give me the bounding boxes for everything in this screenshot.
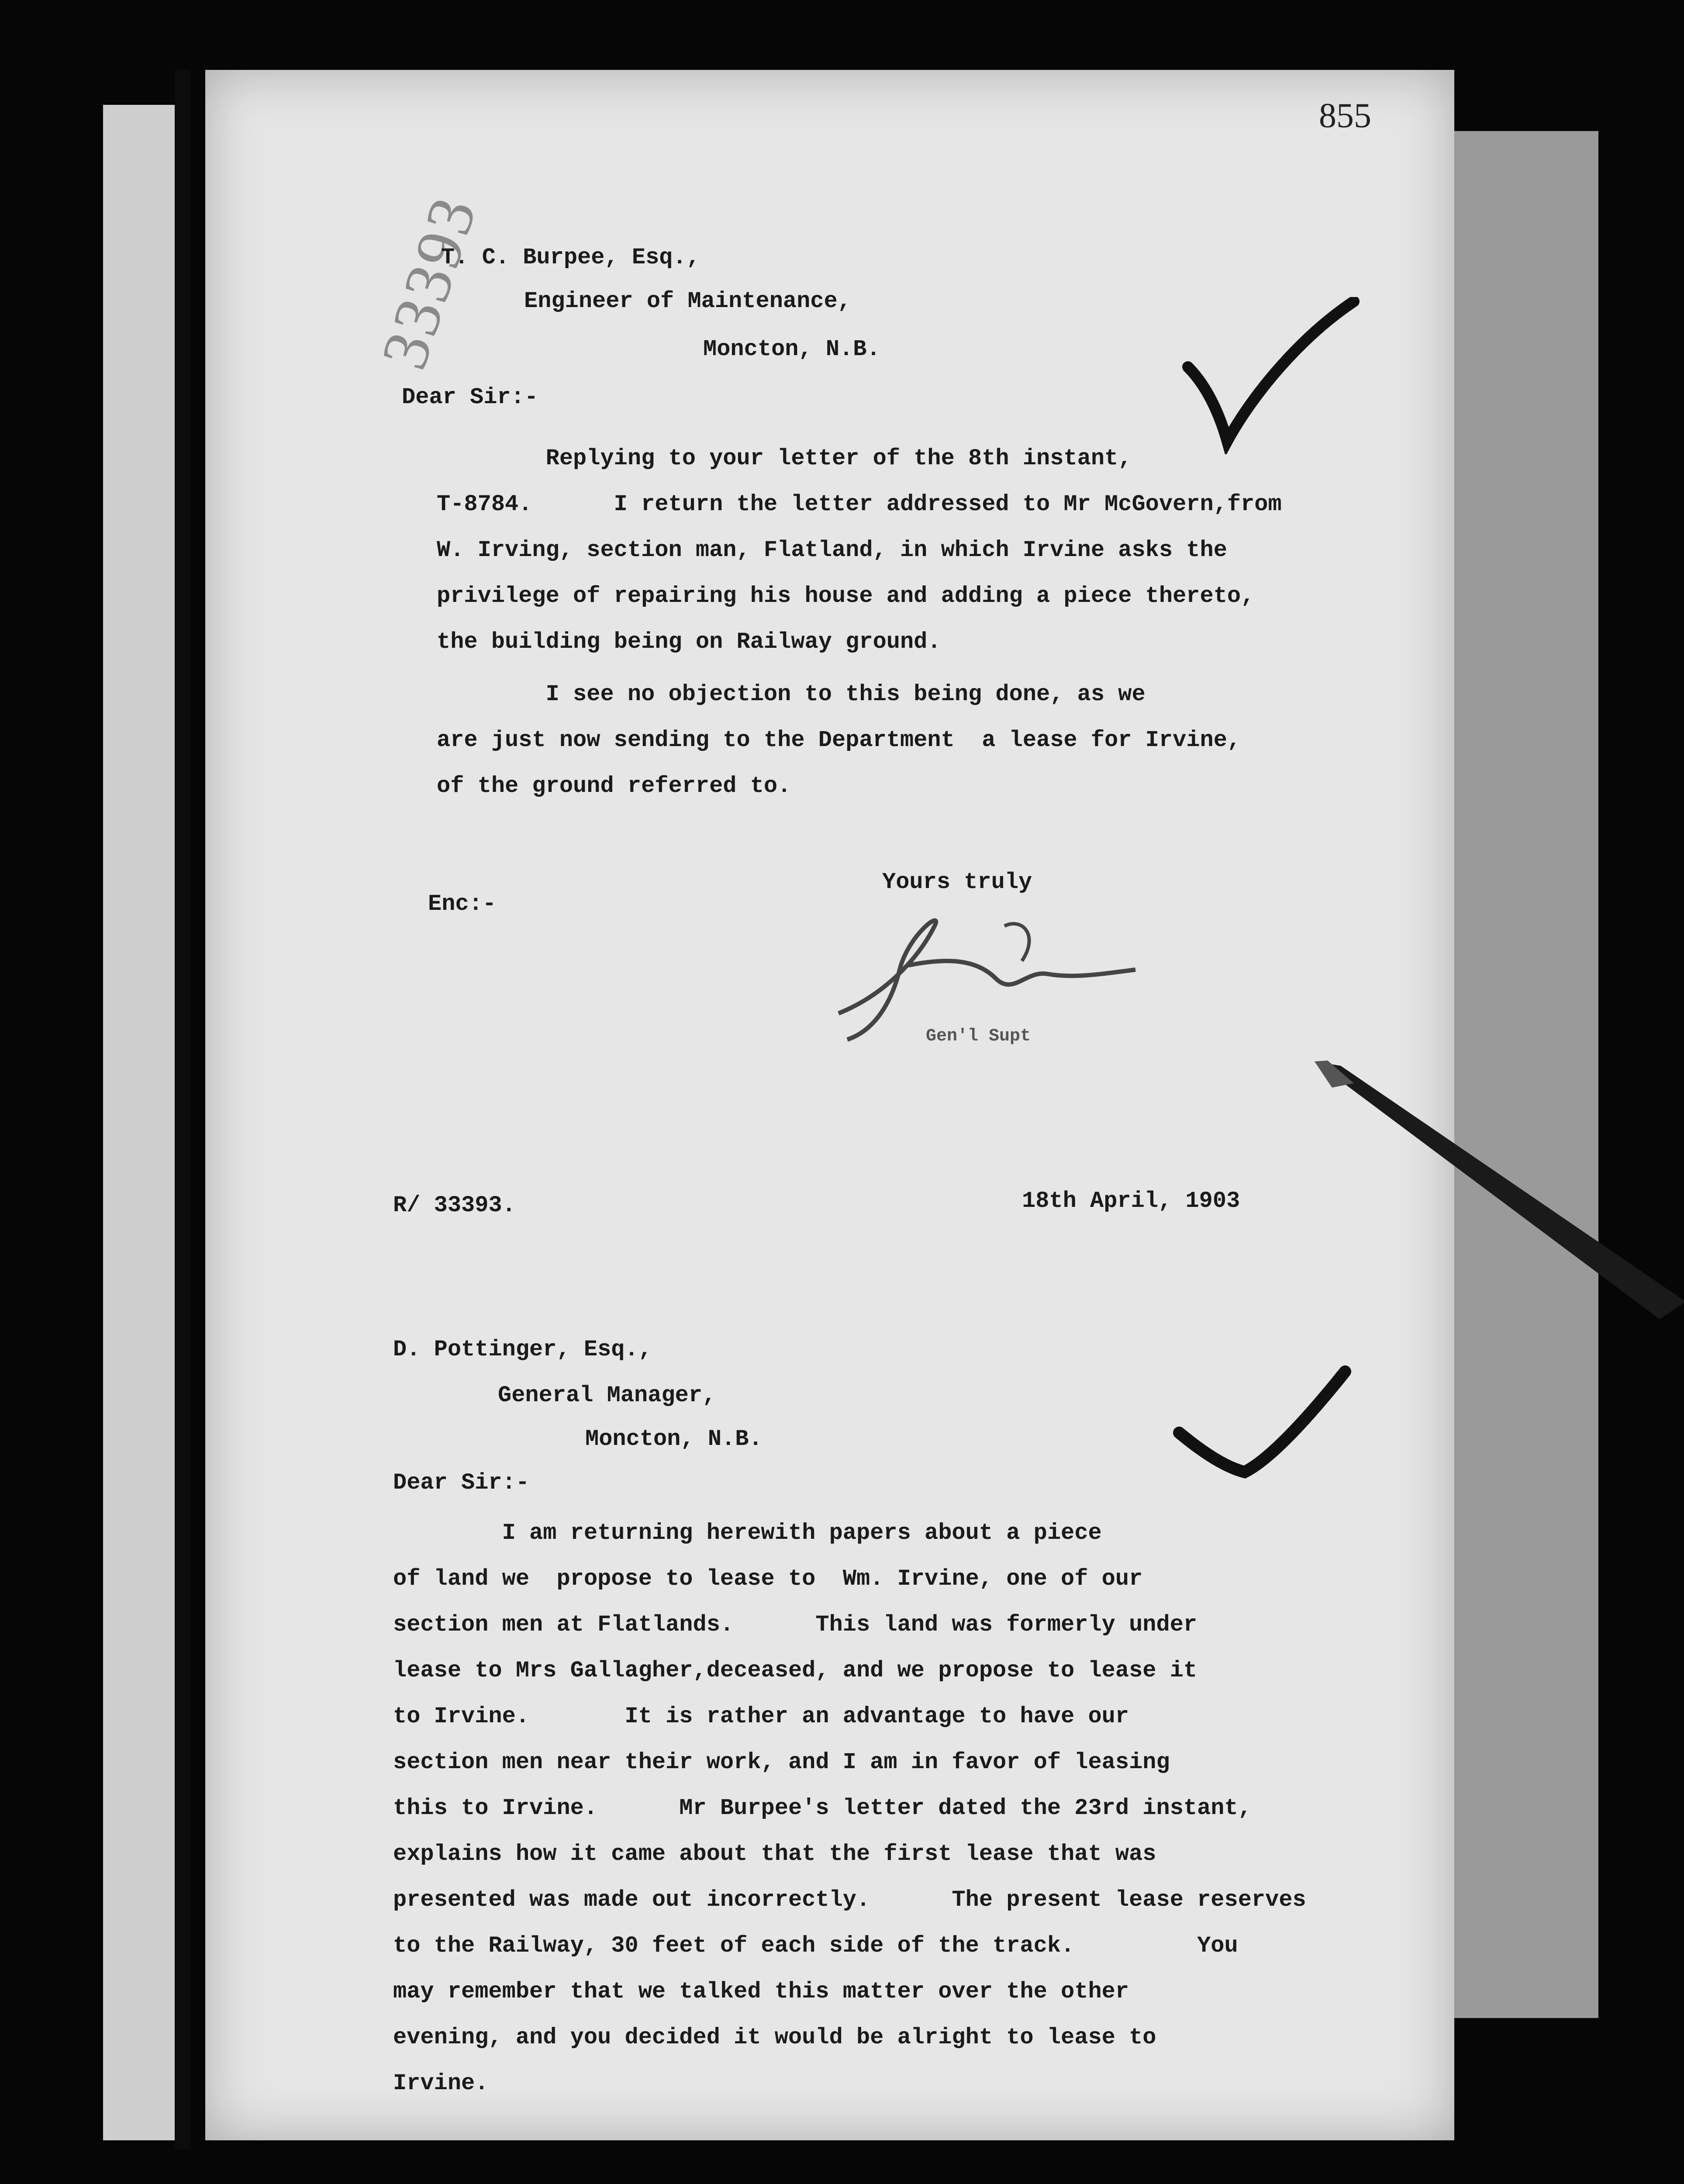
letter2-body-line: evening, and you decided it would be alright to lease to [393, 2025, 1156, 2050]
binding-edge [175, 70, 190, 2149]
letter1-body-line: I see no objection to this being done, as we [437, 681, 1146, 707]
letter1-body-line: W. Irving, section man, Flatland, in which Irvine asks the [437, 537, 1227, 563]
letter2-body-line: of land we propose to lease to Wm. Irvine, one of our [393, 1566, 1143, 1592]
letter1-body-line: of the ground referred to. [437, 773, 791, 799]
letter2-body-line: Irvine. [393, 2070, 489, 2096]
letter1-closing: Yours truly [882, 869, 1032, 895]
letter1-city: Moncton, N.B. [703, 336, 880, 362]
letter2-date: 18th April, 1903 [1022, 1188, 1240, 1214]
letter1-title: Engineer of Maintenance, [524, 288, 851, 314]
letter2-body-line: section men at Flatlands. This land was formerly under [393, 1612, 1197, 1638]
letter2-title: General Manager, [498, 1382, 716, 1408]
letter2-body-line: I am returning herewith papers about a piece [393, 1520, 1102, 1546]
letter2-addressee: D. Pottinger, Esq., [393, 1337, 652, 1362]
stamped-file-number: 33393 [367, 187, 491, 378]
letter1-body-line: T-8784. I return the letter addressed to Mr McGovern,from [437, 491, 1282, 517]
letter2-city: Moncton, N.B. [585, 1426, 763, 1452]
letter2-body-line: to the Railway, 30 feet of each side of the track. You [393, 1933, 1238, 1959]
letter1-body-line: are just now sending to the Department a lease for Irvine, [437, 727, 1241, 753]
letter1-salutation: Dear Sir:- [402, 384, 538, 410]
checkmark-icon [1179, 297, 1363, 454]
letter1-body-line: the building being on Railway ground. [437, 629, 941, 655]
checkmark-icon [1170, 1363, 1354, 1485]
letter2-body-line: explains how it came about that the first lease that was [393, 1841, 1156, 1867]
letter2-body-line: may remember that we talked this matter over the other [393, 1979, 1129, 2004]
pencil-pointer [1301, 1057, 1684, 1319]
letter1-sign-title: Gen'l Supt [926, 1026, 1031, 1046]
letter2-body-line: to Irvine. It is rather an advantage to have our [393, 1704, 1129, 1729]
letter2-body-line: presented was made out incorrectly. The present lease reserves [393, 1887, 1306, 1913]
letter1-addressee: T. C. Burpee, Esq., [441, 245, 700, 270]
letter1-enclosure: Enc:- [428, 891, 497, 917]
letter2-reference: R/ 33393. [393, 1192, 516, 1218]
letter2-body-line: this to Irvine. Mr Burpee's letter dated the 23rd instant, [393, 1795, 1252, 1821]
page-number: 855 [1319, 97, 1371, 135]
letter2-salutation: Dear Sir:- [393, 1470, 530, 1496]
letter1-body-line: Replying to your letter of the 8th instant, [437, 446, 1132, 471]
adjacent-page-left [103, 105, 183, 2140]
letter2-body-line: lease to Mrs Gallagher,deceased, and we propose to lease it [393, 1658, 1197, 1683]
letter2-body-line: section men near their work, and I am in favor of leasing [393, 1749, 1170, 1775]
letter1-body-line: privilege of repairing his house and adding a piece thereto, [437, 583, 1255, 609]
